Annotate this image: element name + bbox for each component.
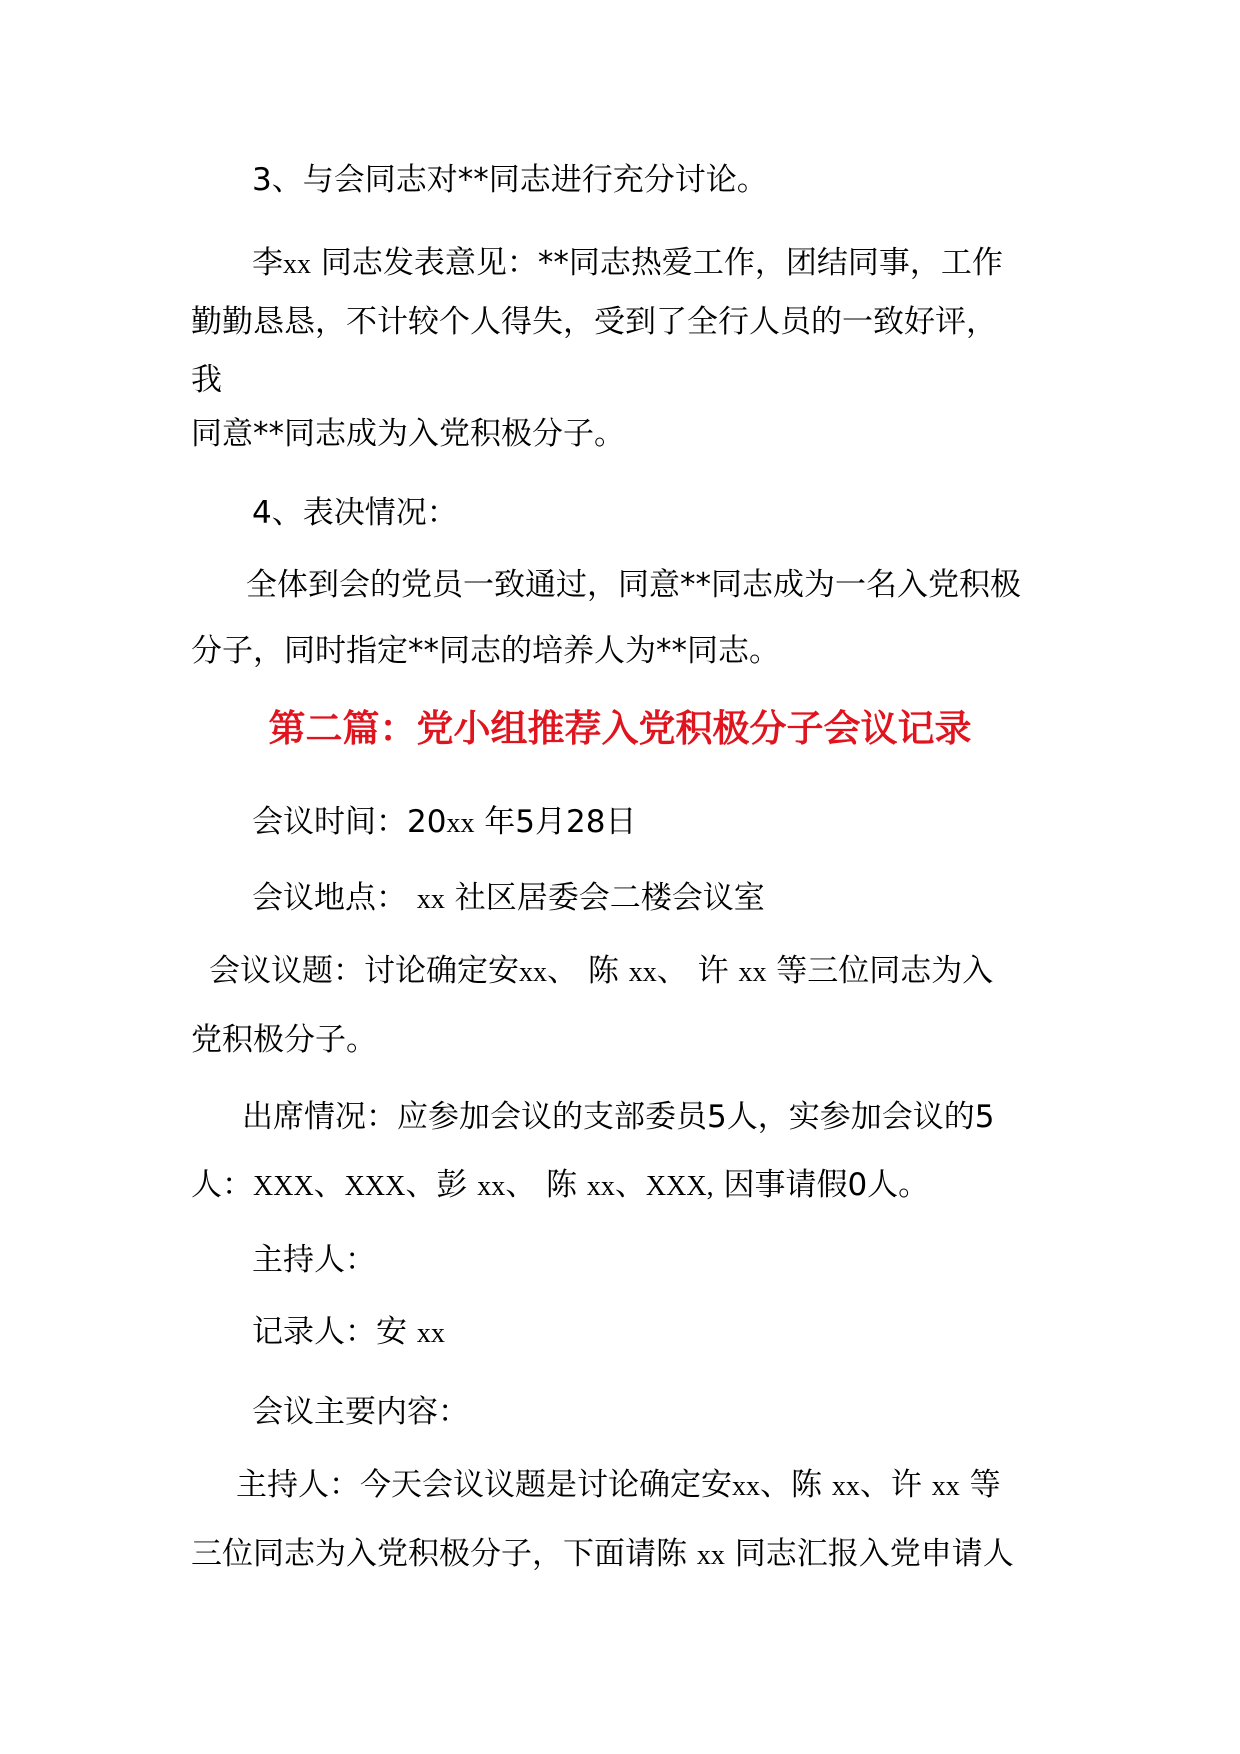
attendee-5: XXX, — [645, 1171, 714, 1202]
host-line2-end: 同志汇报入党申请人 — [724, 1536, 1014, 1572]
topic-placeholder-xu: xx — [738, 957, 767, 988]
attendee-peng-placeholder: xx — [477, 1171, 506, 1202]
recorder — [252, 1312, 445, 1354]
vote-line-1: 全体到会的党员一致通过，同意**同志成为一名入党积极 — [246, 567, 1021, 603]
item-3-paragraph: 3、与会同志对**同志进行充分讨论。 — [252, 162, 768, 198]
li-opinion-text: 同志发表意见：**同志热爱工作，团结同事，工作 — [311, 245, 1003, 281]
attendance-line-1: 出席情况：应参加会议的支部委员5人，实参加会议的5 — [242, 1099, 995, 1135]
topic-text-chen: 、 陈 — [547, 953, 629, 989]
host-line2-text: 三位同志为入党积极分子，下面请陈 — [191, 1536, 697, 1572]
meeting-time-placeholder: xx — [446, 808, 475, 839]
attendee-2: XXX — [344, 1171, 406, 1202]
meeting-place-value: 社区居委会二楼会议室 — [444, 880, 765, 916]
meeting-place — [252, 878, 765, 920]
attendance-sep-2: 、 — [614, 1167, 646, 1203]
main-content-heading: 会议主要内容： — [252, 1394, 469, 1430]
section-title: 第二篇：党小组推荐入党积极分子会议记录 — [268, 706, 972, 750]
topic-placeholder-chen: xx — [628, 957, 657, 988]
meeting-place-placeholder: xx — [416, 884, 445, 915]
host-speech-line-2 — [191, 1534, 1014, 1576]
meeting-time-label: 会议时间：20 — [252, 804, 447, 840]
li-opinion-line-4: 同意**同志成为入党积极分子。 — [191, 416, 625, 452]
attendance-sep-1: 、 — [313, 1167, 345, 1203]
host-speech-line-1 — [236, 1465, 1001, 1507]
attendance-peng: 、彭 — [405, 1167, 478, 1203]
topic-text-a: 会议议题：讨论确定安 — [209, 953, 519, 989]
meeting-time-date: 年5月28日 — [474, 804, 637, 840]
host-placeholder-chen: xx — [831, 1471, 860, 1502]
li-opinion-line-3: 我 — [191, 362, 222, 398]
vote-line-2: 分子，同时指定**同志的培养人为**同志。 — [191, 633, 780, 669]
host-text-chen: 、陈 — [760, 1467, 832, 1503]
host-text-xu: 、许 — [859, 1467, 932, 1503]
host-label: 主持人： — [252, 1242, 376, 1278]
attendance-prefix: 人： — [191, 1167, 253, 1203]
attendee-1: XXX — [253, 1171, 314, 1202]
li-placeholder: xx — [283, 249, 311, 280]
attendance-line-2 — [191, 1165, 929, 1207]
meeting-topic-line-2: 党积极分子。 — [191, 1022, 377, 1058]
host-placeholder-an: xx — [732, 1471, 760, 1502]
meeting-place-label: 会议地点： — [252, 880, 417, 916]
li-name: 李 — [252, 245, 283, 281]
host-text-end: 等 — [959, 1467, 1001, 1503]
topic-text-xu: 、 许 — [656, 953, 739, 989]
li-opinion-line-1 — [252, 243, 1003, 285]
attendance-absent: 因事请假0人。 — [713, 1167, 930, 1203]
item-4-heading: 4、表决情况： — [252, 495, 458, 531]
recorder-label: 记录人：安 — [252, 1314, 417, 1350]
meeting-topic-line-1 — [209, 951, 993, 993]
meeting-time — [252, 802, 636, 844]
attendance-chen: 、 陈 — [505, 1167, 587, 1203]
host-line2-placeholder: xx — [696, 1540, 725, 1571]
recorder-placeholder: xx — [416, 1318, 445, 1349]
topic-text-end: 等三位同志为入 — [766, 953, 994, 989]
host-speech-text: 主持人：今天会议议题是讨论确定安 — [236, 1467, 732, 1503]
attendee-chen-placeholder: xx — [586, 1171, 615, 1202]
topic-placeholder-an: xx — [519, 957, 547, 988]
li-opinion-line-2: 勤勤恳恳，不计较个人得失，受到了全行人员的一致好评， — [191, 304, 997, 340]
host-placeholder-xu: xx — [931, 1471, 960, 1502]
